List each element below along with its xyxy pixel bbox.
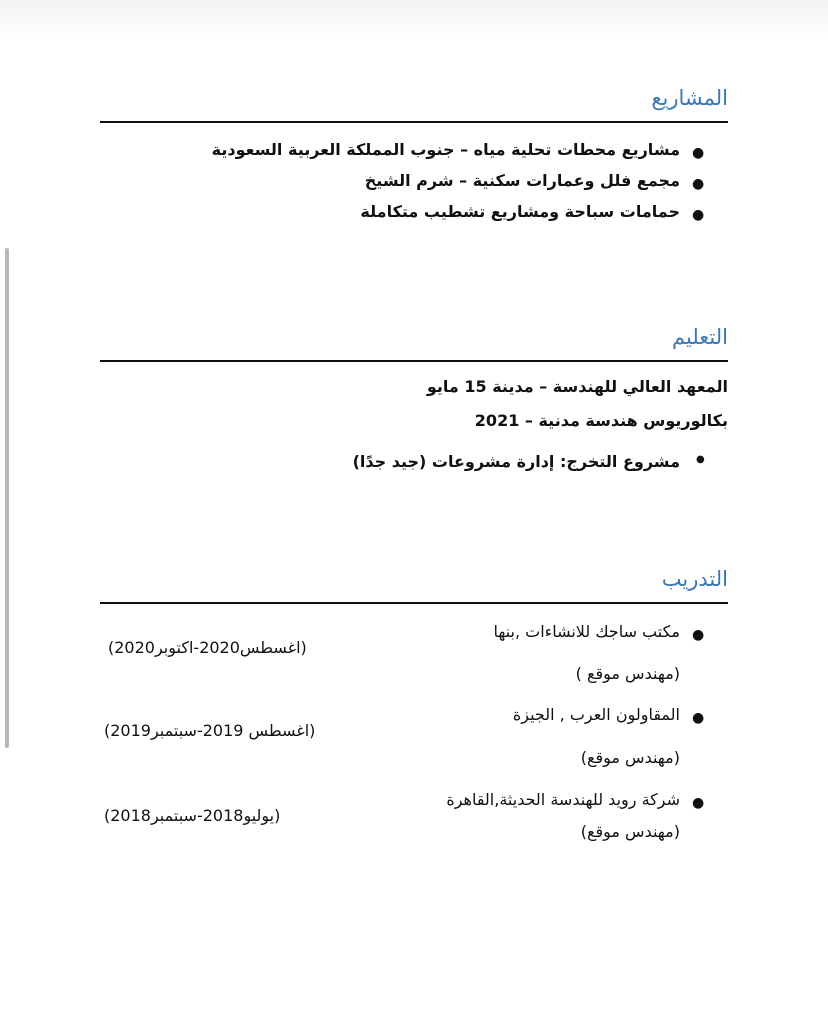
section-title-training: التدريب — [661, 567, 728, 591]
training-date: (يوليو2018-سبتمبر2018) — [104, 806, 281, 825]
bullet-icon: ● — [692, 627, 705, 643]
scrollbar[interactable] — [5, 248, 9, 748]
training-company: المقاولون العرب , الجيزة — [512, 705, 680, 724]
graduation-project: مشروع التخرج: إدارة مشروعات (جيد جدًا) — [352, 452, 680, 471]
top-band — [0, 0, 828, 40]
education-institute: المعهد العالي للهندسة – مدينة 15 مايو — [426, 377, 728, 396]
project-item: مجمع فلل وعمارات سكنية – شرم الشيخ — [364, 171, 680, 190]
section-divider — [100, 121, 728, 123]
training-date: (اغسطس 2019-سبتمبر2019) — [104, 721, 316, 740]
training-company: شركة رويد للهندسة الحديثة,القاهرة — [446, 790, 680, 809]
bullet-icon: ● — [692, 207, 705, 223]
bullet-icon: ● — [692, 176, 705, 192]
training-company: مكتب ساجك للانشاءات ,بنها — [493, 622, 680, 641]
bullet-icon: ● — [692, 710, 705, 726]
bullet-icon: ● — [696, 454, 705, 465]
training-role: (مهندس موقع ) — [575, 664, 680, 683]
training-date: (اغسطس2020-اكتوبر2020) — [108, 638, 307, 657]
section-divider — [100, 360, 728, 362]
project-item: حمامات سباحة ومشاريع تشطيب متكاملة — [360, 202, 680, 221]
bullet-icon: ● — [692, 145, 705, 161]
section-divider — [100, 602, 728, 604]
training-role: (مهندس موقع) — [580, 748, 680, 767]
project-item: مشاريع محطات تحلية مياه – جنوب المملكة العربية السعودية — [211, 140, 680, 159]
training-role: (مهندس موقع) — [580, 822, 680, 841]
section-title-projects: المشاريع — [651, 86, 728, 110]
section-title-education: التعليم — [672, 325, 728, 349]
education-degree: بكالوريوس هندسة مدنية – 2021 — [474, 411, 728, 430]
bullet-icon: ● — [692, 795, 705, 811]
